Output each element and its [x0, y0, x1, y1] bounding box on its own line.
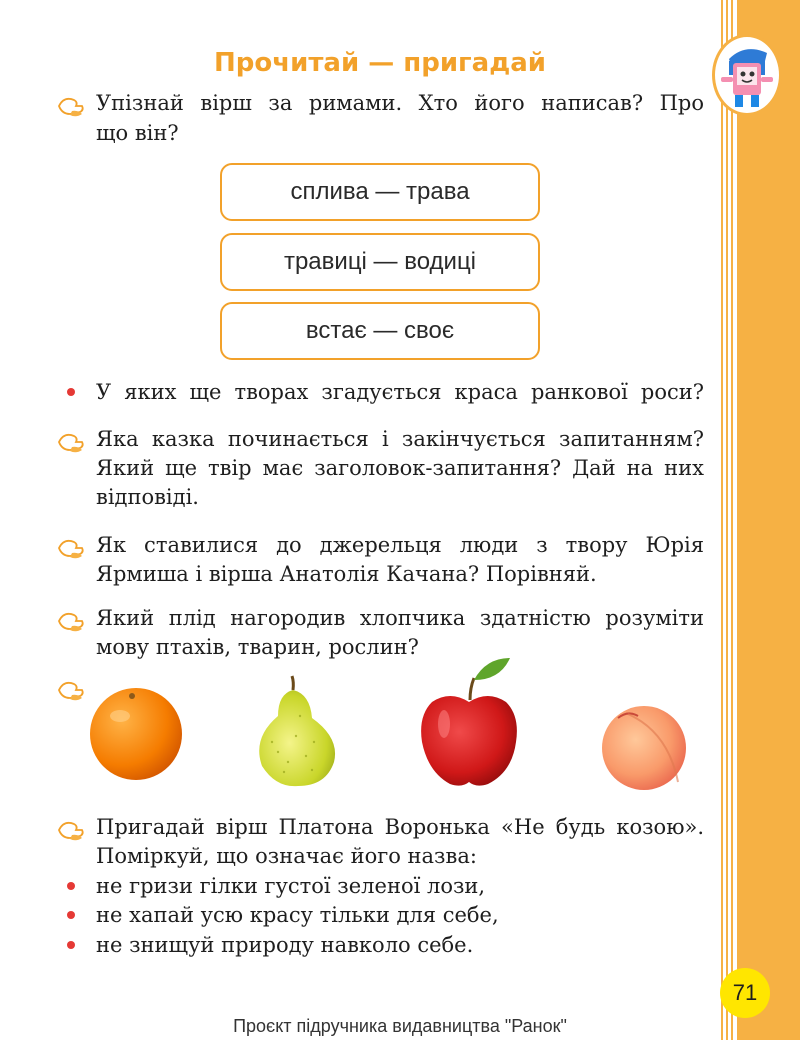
task-1-line-1: Упізнай вірш за римами. Хто його написав? Про	[96, 91, 704, 115]
hand-pointer-icon	[56, 94, 86, 120]
task-5-line-1: Пригадай вірш Платона Воронька «Не будь козою».	[96, 815, 704, 839]
task-4-line-2: мову птахів, тварин, рослин?	[96, 635, 419, 659]
red-bullet	[67, 911, 75, 919]
bullet-question: У яких ще творах згадується краса ранкової роси?	[96, 380, 704, 404]
task-1-line-2: що він?	[96, 121, 179, 145]
task-5-line-2: Поміркуй, що означає його назва:	[96, 844, 477, 868]
task-3-line-1: Як ставилися до джерельця люди з твору Юрія	[96, 533, 704, 557]
red-bullet	[67, 941, 75, 949]
rhyme-box: травиці — водиці	[220, 233, 540, 291]
task-5-bullet: не знищуй природу навколо себе.	[96, 933, 474, 957]
task-2-line-1: Яка казка починається і закінчується запитанням?	[96, 427, 704, 451]
orange-image	[86, 684, 186, 788]
footer-note: Проєкт підручника видавництва "Ранок"	[233, 1016, 567, 1036]
section-title: Прочитай — пригадай	[214, 48, 546, 78]
task-5-bullet: не гризи гілки густої зеленої лози,	[96, 874, 486, 898]
task-4-line-1: Який плід нагородив хлопчика здатністю розуміти	[96, 606, 704, 630]
task-2-line-3: відповіді.	[96, 485, 199, 509]
hand-pointer-icon	[56, 609, 86, 635]
pear-image	[248, 672, 342, 794]
apple-image	[414, 654, 524, 794]
side-stripe-line	[726, 0, 728, 1040]
hand-pointer-icon	[56, 430, 86, 456]
side-stripe-line	[731, 0, 733, 1040]
red-bullet	[67, 882, 75, 890]
task-5-bullet: не хапай усю красу тільки для себе,	[96, 903, 499, 927]
hand-pointer-icon	[56, 678, 86, 704]
red-bullet	[67, 388, 75, 396]
peach-image	[598, 702, 690, 796]
rhyme-box: встає — своє	[220, 302, 540, 360]
side-stripe-line	[721, 0, 723, 1040]
side-stripe	[737, 0, 800, 1040]
task-3-line-2: Ярмиша і вірша Анатолія Качана? Порівняй.	[96, 562, 597, 586]
mascot-icon	[712, 34, 782, 116]
hand-pointer-icon	[56, 818, 86, 844]
hand-pointer-icon	[56, 536, 86, 562]
rhyme-box: сплива — трава	[220, 163, 540, 221]
page-number: 71	[720, 968, 770, 1018]
task-2-line-2: Який ще твір має заголовок-запитання? Дай на них	[96, 456, 704, 480]
